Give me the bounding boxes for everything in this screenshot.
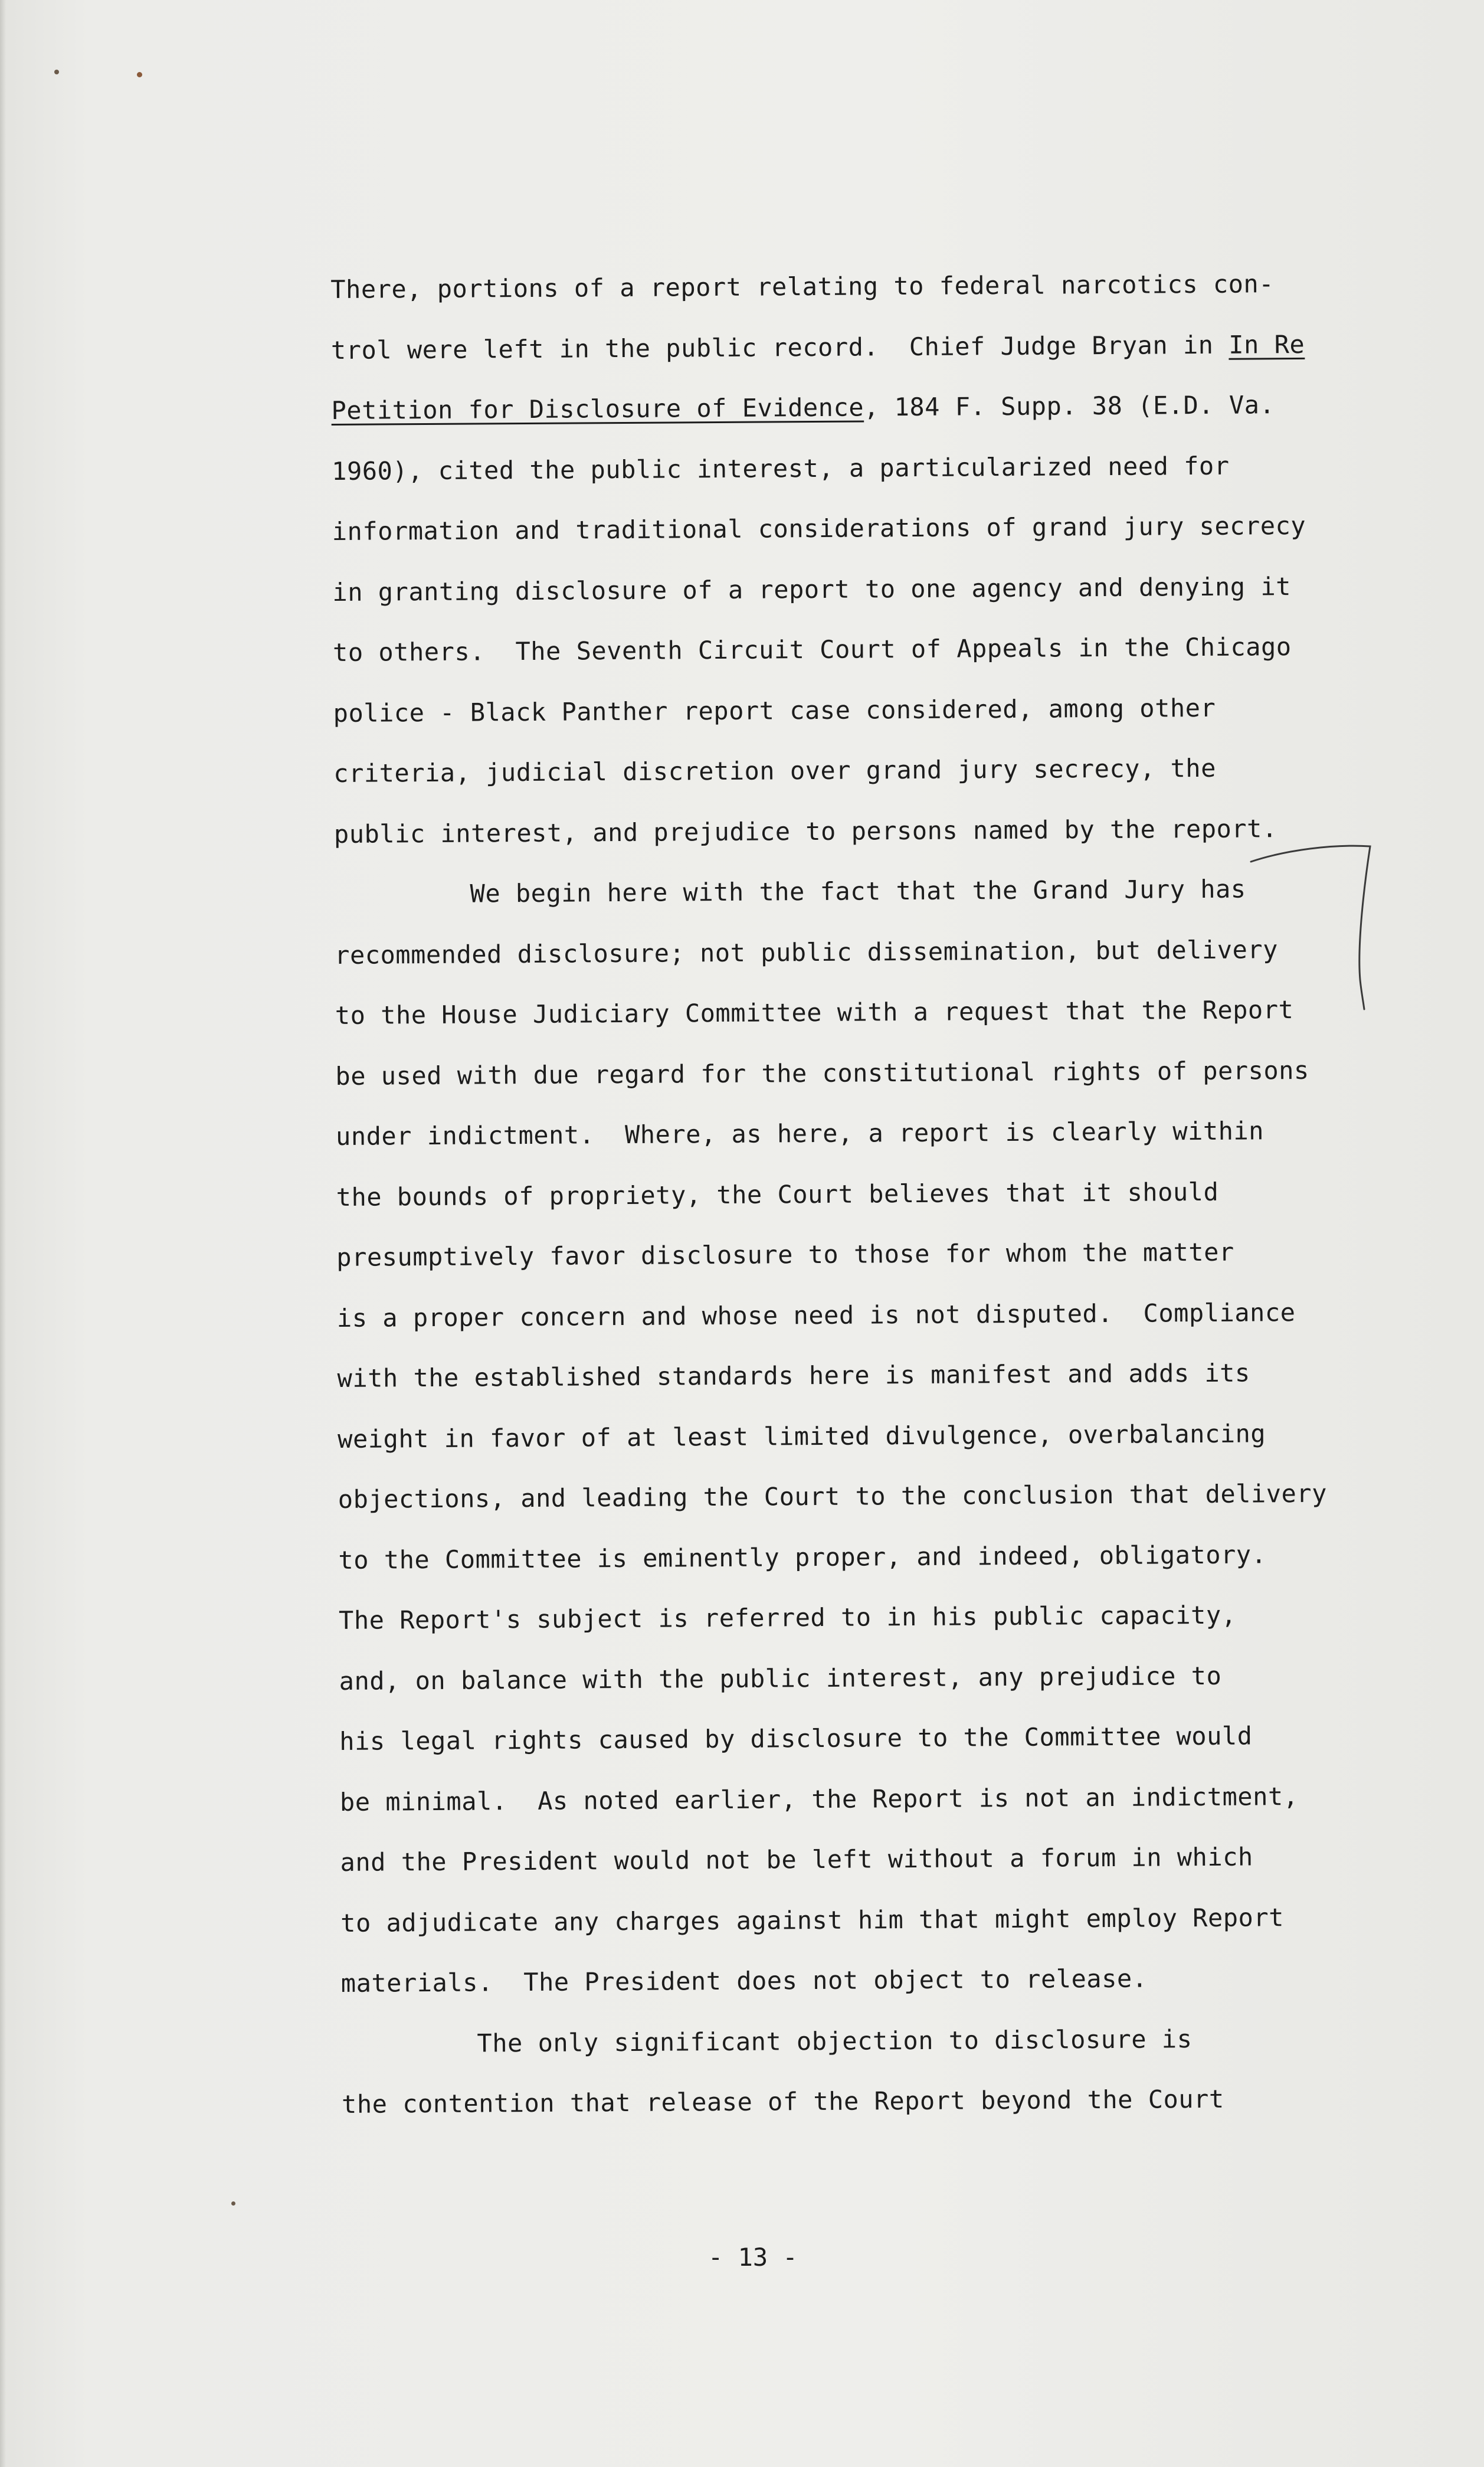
text-line (331, 374, 1358, 441)
text-line: materials. The President does not object to release. (340, 1964, 1148, 1998)
page-edge-shadow (0, 0, 6, 2467)
text-line (331, 314, 1358, 381)
text-line: be minimal. As noted earlier, the Report is not an indictment, (339, 1781, 1299, 1817)
text-line: to the Committee is eminently proper, and indeed, obligatory. (338, 1539, 1267, 1575)
text-line: be used with due regard for the constitutional rights of persons (335, 1055, 1309, 1091)
text-line: We begin here with the fact that the Grand Jury has (470, 874, 1246, 908)
handwritten-margin-bracket (1239, 838, 1381, 1074)
text-line: the bounds of propriety, the Court believes that it should (336, 1177, 1219, 1212)
text-line: to the House Judiciary Committee with a request that the Report (335, 995, 1294, 1030)
text-line-part: , 184 F. Supp. 38 (E.D. Va. (863, 390, 1275, 422)
text-line-part: trol were left in the public record. Chief Judge Bryan in (330, 330, 1229, 365)
text-line: the contention that release of the Report beyond the Court (341, 2084, 1224, 2119)
text-line: The only significant objection to disclosure is (477, 2024, 1193, 2058)
text-line: is a proper concern and whose need is not disputed. Compliance (336, 1297, 1296, 1333)
text-line: public interest, and prejudice to persons named by the report. (333, 813, 1277, 849)
page-number: - 13 - (708, 2243, 798, 2272)
text-line: criteria, judicial discretion over grand jury secrecy, the (333, 753, 1217, 788)
text-line: presumptively favor disclosure to those for whom the matter (336, 1237, 1234, 1272)
text-line: police - Black Panther report case considered, among other (333, 693, 1216, 728)
text-line: in granting disclosure of a report to one agency and denying it (332, 571, 1292, 607)
text-line: There, portions of a report relating to federal narcotics con- (330, 269, 1275, 304)
text-line: information and traditional considerations of grand jury secrecy (332, 511, 1306, 546)
text-line: The Report's subject is referred to in his public capacity, (338, 1600, 1237, 1635)
text-line: to others. The Seventh Circuit Court of Appeals in the Chicago (332, 632, 1292, 667)
paper-speck (137, 72, 142, 77)
text-line: and, on balance with the public interest, any prejudice to (339, 1661, 1222, 1696)
text-line: weight in favor of at least limited divulgence, overbalancing (338, 1418, 1266, 1454)
text-line: under indictment. Where, as here, a report is clearly within (335, 1116, 1264, 1151)
text-line: 1960), cited the public interest, a particularized need for (332, 451, 1230, 486)
paper-speck (231, 2201, 235, 2206)
text-line: objections, and leading the Court to the conclusion that delivery (338, 1478, 1328, 1514)
text-line: to adjudicate any charges against him that might employ Report (340, 1902, 1285, 1938)
text-line: and the President would not be left without a forum in which (340, 1842, 1253, 1877)
case-citation-underlined: Petition for Disclosure of Evidence (331, 392, 864, 425)
text-line: with the established standards here is manifest and adds its (337, 1358, 1250, 1393)
text-line: recommended disclosure; not public dissemination, but delivery (335, 934, 1279, 970)
case-citation-underlined: In Re (1229, 329, 1305, 359)
body-text (330, 253, 1368, 2135)
text-line: his legal rights caused by disclosure to the Committee would (339, 1721, 1253, 1756)
paper-speck (54, 70, 59, 74)
